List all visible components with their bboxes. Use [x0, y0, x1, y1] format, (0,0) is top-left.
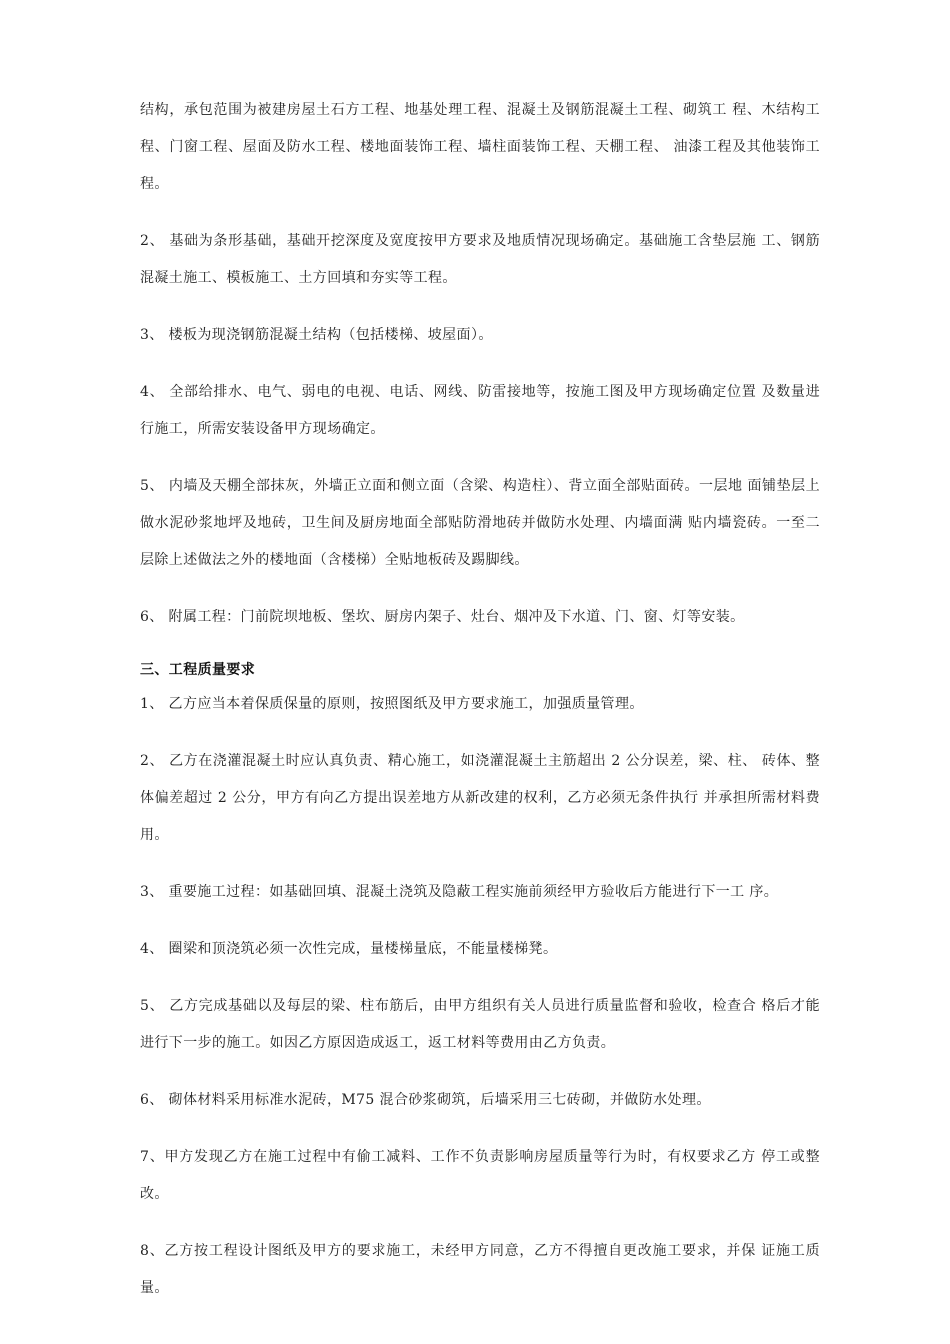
foundation-paragraph: 2、 基础为条形基础，基础开挖深度及宽度按甲方要求及地质情况现场确定。基础施工含垫层施 工、钢筋混凝土施工、模板施工、土方回填和夯实等工程。 — [140, 233, 820, 286]
utilities-paragraph: 4、 全部给排水、电气、弱电的电视、电话、网线、防雷接地等，按施工图及甲方现场确定位置 及数量进行施工，所需安装设备甲方现场确定。 — [140, 384, 820, 437]
quality-item-4: 4、 圈梁和顶浇筑必须一次性完成，量楼梯量底，不能量楼梯凳。 — [140, 941, 558, 957]
quality-item-6: 6、 砌体材料采用标准水泥砖，M75 混合砂浆砌筑，后墙采用三七砖砌，并做防水处理。 — [140, 1092, 711, 1108]
quality-item-2: 2、 乙方在浇灌混凝土时应认真负责、精心施工，如浇灌混凝土主筋超出 2 公分误差，梁、柱、 砖体、整体偏差超过 2 公分，甲方有向乙方提出误差地方从新改建的权利，乙方必须无条件执行 并承担所需材料费用。 — [140, 753, 820, 843]
quality-item-5: 5、 乙方完成基础以及每层的梁、柱布筋后，由甲方组织有关人员进行质量监督和验收，检查合 格后才能进行下一步的施工。如因乙方原因造成返工，返工材料等费用由乙方负责。 — [140, 998, 820, 1051]
finishing-paragraph: 5、 内墙及天棚全部抹灰，外墙正立面和侧立面（含梁、构造柱）、背立面全部贴面砖。一层地 面铺垫层上做水泥砂浆地坪及地砖，卫生间及厨房地面全部贴防滑地砖并做防水处理、内墙面满 贴内墙瓷砖。一至二层除上述做法之外的楼地面（含楼梯）全贴地板砖及踢脚线。 — [140, 478, 820, 568]
quality-item-1: 1、 乙方应当本着保质保量的原则，按照图纸及甲方要求施工，加强质量管理。 — [140, 696, 644, 712]
section-heading-quality: 三、工程质量要求 — [140, 662, 256, 678]
scope-paragraph: 结构，承包范围为被建房屋土石方工程、地基处理工程、混凝土及钢筋混凝土工程、砌筑工 程、木结构工程、门窗工程、屋面及防水工程、楼地面装饰工程、墙柱面装饰工程、天棚工程、 油漆工程及其他装饰工程。 — [140, 102, 820, 192]
floor-slab-paragraph: 3、 楼板为现浇钢筋混凝土结构（包括楼梯、坡屋面）。 — [140, 327, 493, 343]
quality-item-7: 7、甲方发现乙方在施工过程中有偷工减料、工作不负责影响房屋质量等行为时，有权要求乙方 停工或整改。 — [140, 1149, 820, 1202]
document-body — [140, 92, 820, 1327]
quality-item-8: 8、乙方按工程设计图纸及甲方的要求施工，未经甲方同意，乙方不得擅自更改施工要求，并保 证施工质量。 — [140, 1243, 820, 1296]
ancillary-works-paragraph: 6、 附属工程：门前院坝地板、堡坎、厨房内架子、灶台、烟冲及下水道、门、窗、灯等安装。 — [140, 609, 745, 625]
quality-item-3: 3、 重要施工过程：如基础回填、混凝土浇筑及隐蔽工程实施前须经甲方验收后方能进行下一工 序。 — [140, 884, 779, 900]
